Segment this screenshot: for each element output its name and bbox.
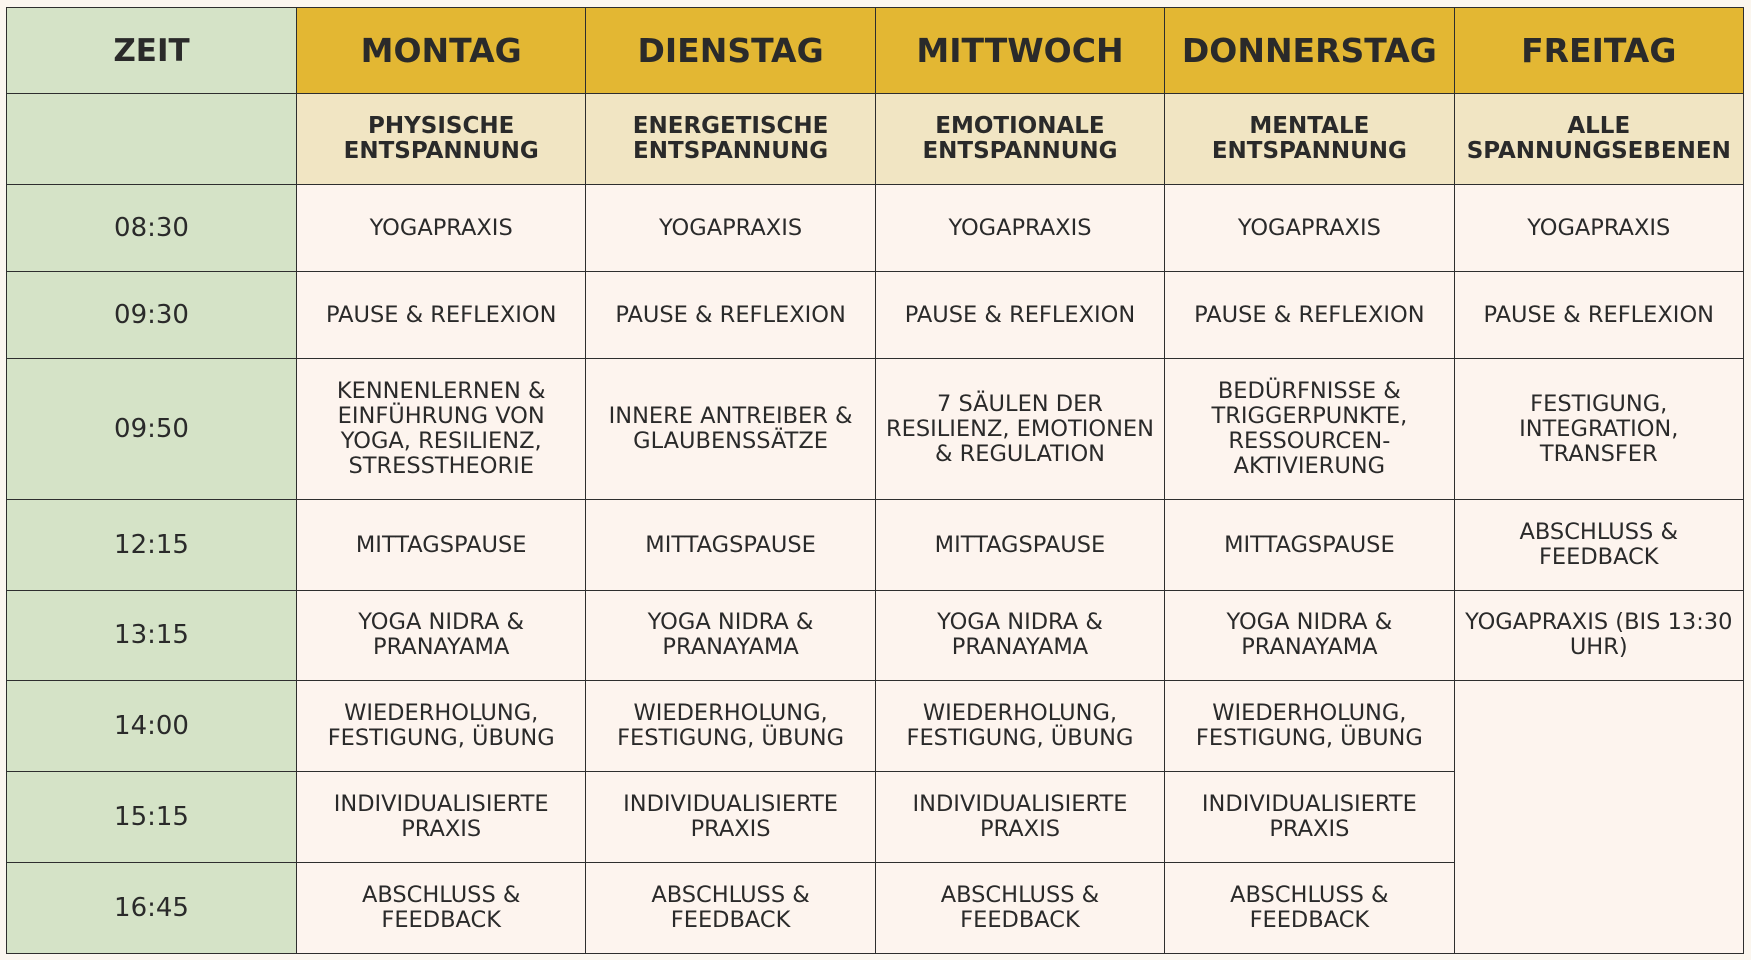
schedule-row-1400 (7, 680, 1744, 771)
schedule-row-0830 (7, 185, 1744, 272)
theme-monday: PHYSISCHE ENTSPANNUNG (297, 94, 586, 185)
theme-tuesday: ENERGETISCHE ENTSPANNUNG (586, 94, 875, 185)
session-cell: MITTAGSPAUSE (1165, 500, 1454, 590)
session-cell: YOGAPRAXIS (586, 185, 875, 272)
day-header-thursday: DONNERSTAG (1165, 8, 1454, 94)
day-header-tuesday: DIENSTAG (586, 8, 875, 94)
time-slot: 14:00 (7, 680, 297, 771)
session-cell: ABSCHLUSS & FEEDBACK (586, 862, 875, 953)
session-cell: WIEDERHOLUNG, FESTIGUNG, ÜBUNG (297, 680, 586, 771)
time-slot: 09:30 (7, 272, 297, 359)
session-cell: YOGAPRAXIS (1165, 185, 1454, 272)
time-slot: 09:50 (7, 359, 297, 500)
schedule-row-0930 (7, 272, 1744, 359)
session-cell: YOGA NIDRA & PRANAYAMA (875, 590, 1164, 680)
session-cell: ABSCHLUSS & FEEDBACK (1165, 862, 1454, 953)
day-header-row (7, 8, 1744, 94)
session-cell: 7 SÄULEN DER RESILIENZ, EMOTIONEN & REGULATION (875, 359, 1164, 500)
time-slot: 13:15 (7, 590, 297, 680)
session-cell: PAUSE & REFLEXION (586, 272, 875, 359)
time-slot: 15:15 (7, 771, 297, 862)
session-cell: YOGAPRAXIS (1454, 185, 1743, 272)
schedule-row-1315 (7, 590, 1744, 680)
session-cell: INDIVIDUALISIERTE PRAXIS (1165, 771, 1454, 862)
session-cell: BEDÜRFNISSE & TRIGGERPUNKTE, RESSOURCEN-AKTIVIERUNG (1165, 359, 1454, 500)
session-cell: WIEDERHOLUNG, FESTIGUNG, ÜBUNG (875, 680, 1164, 771)
theme-row-time-cell (7, 94, 297, 185)
session-cell: PAUSE & REFLEXION (1454, 272, 1743, 359)
day-header-wednesday: MITTWOCH (875, 8, 1164, 94)
session-cell: PAUSE & REFLEXION (875, 272, 1164, 359)
session-cell: KENNENLERNEN & EINFÜHRUNG VON YOGA, RESILIENZ, STRESSTHEORIE (297, 359, 586, 500)
day-header-monday: MONTAG (297, 8, 586, 94)
session-cell: MITTAGSPAUSE (297, 500, 586, 590)
theme-row (7, 94, 1744, 185)
session-cell: WIEDERHOLUNG, FESTIGUNG, ÜBUNG (1165, 680, 1454, 771)
session-cell: PAUSE & REFLEXION (297, 272, 586, 359)
weekly-schedule-table (6, 7, 1744, 954)
day-header-friday: FREITAG (1454, 8, 1743, 94)
time-slot: 16:45 (7, 862, 297, 953)
session-cell: INDIVIDUALISIERTE PRAXIS (586, 771, 875, 862)
time-column-header: ZEIT (7, 8, 297, 94)
theme-wednesday: EMOTIONALE ENTSPANNUNG (875, 94, 1164, 185)
schedule-row-0950 (7, 359, 1744, 500)
time-slot: 12:15 (7, 500, 297, 590)
session-cell: MITTAGSPAUSE (586, 500, 875, 590)
session-cell: INDIVIDUALISIERTE PRAXIS (875, 771, 1164, 862)
theme-friday: ALLE SPANNUNGSEBENEN (1454, 94, 1743, 185)
session-cell: YOGAPRAXIS (875, 185, 1164, 272)
session-cell: YOGAPRAXIS (BIS 13:30 UHR) (1454, 590, 1743, 680)
session-cell: INDIVIDUALISIERTE PRAXIS (297, 771, 586, 862)
session-cell: ABSCHLUSS & FEEDBACK (875, 862, 1164, 953)
schedule-container (6, 7, 1744, 954)
session-cell: ABSCHLUSS & FEEDBACK (1454, 500, 1743, 590)
session-cell: YOGA NIDRA & PRANAYAMA (297, 590, 586, 680)
theme-thursday: MENTALE ENTSPANNUNG (1165, 94, 1454, 185)
time-slot: 08:30 (7, 185, 297, 272)
session-cell: YOGA NIDRA & PRANAYAMA (1165, 590, 1454, 680)
session-cell: INNERE ANTREIBER & GLAUBENSSÄTZE (586, 359, 875, 500)
empty-friday-afternoon-cell (1454, 680, 1743, 953)
session-cell: PAUSE & REFLEXION (1165, 272, 1454, 359)
session-cell: YOGAPRAXIS (297, 185, 586, 272)
session-cell: WIEDERHOLUNG, FESTIGUNG, ÜBUNG (586, 680, 875, 771)
schedule-row-1215 (7, 500, 1744, 590)
session-cell: MITTAGSPAUSE (875, 500, 1164, 590)
session-cell: FESTIGUNG, INTEGRATION, TRANSFER (1454, 359, 1743, 500)
session-cell: YOGA NIDRA & PRANAYAMA (586, 590, 875, 680)
session-cell: ABSCHLUSS & FEEDBACK (297, 862, 586, 953)
